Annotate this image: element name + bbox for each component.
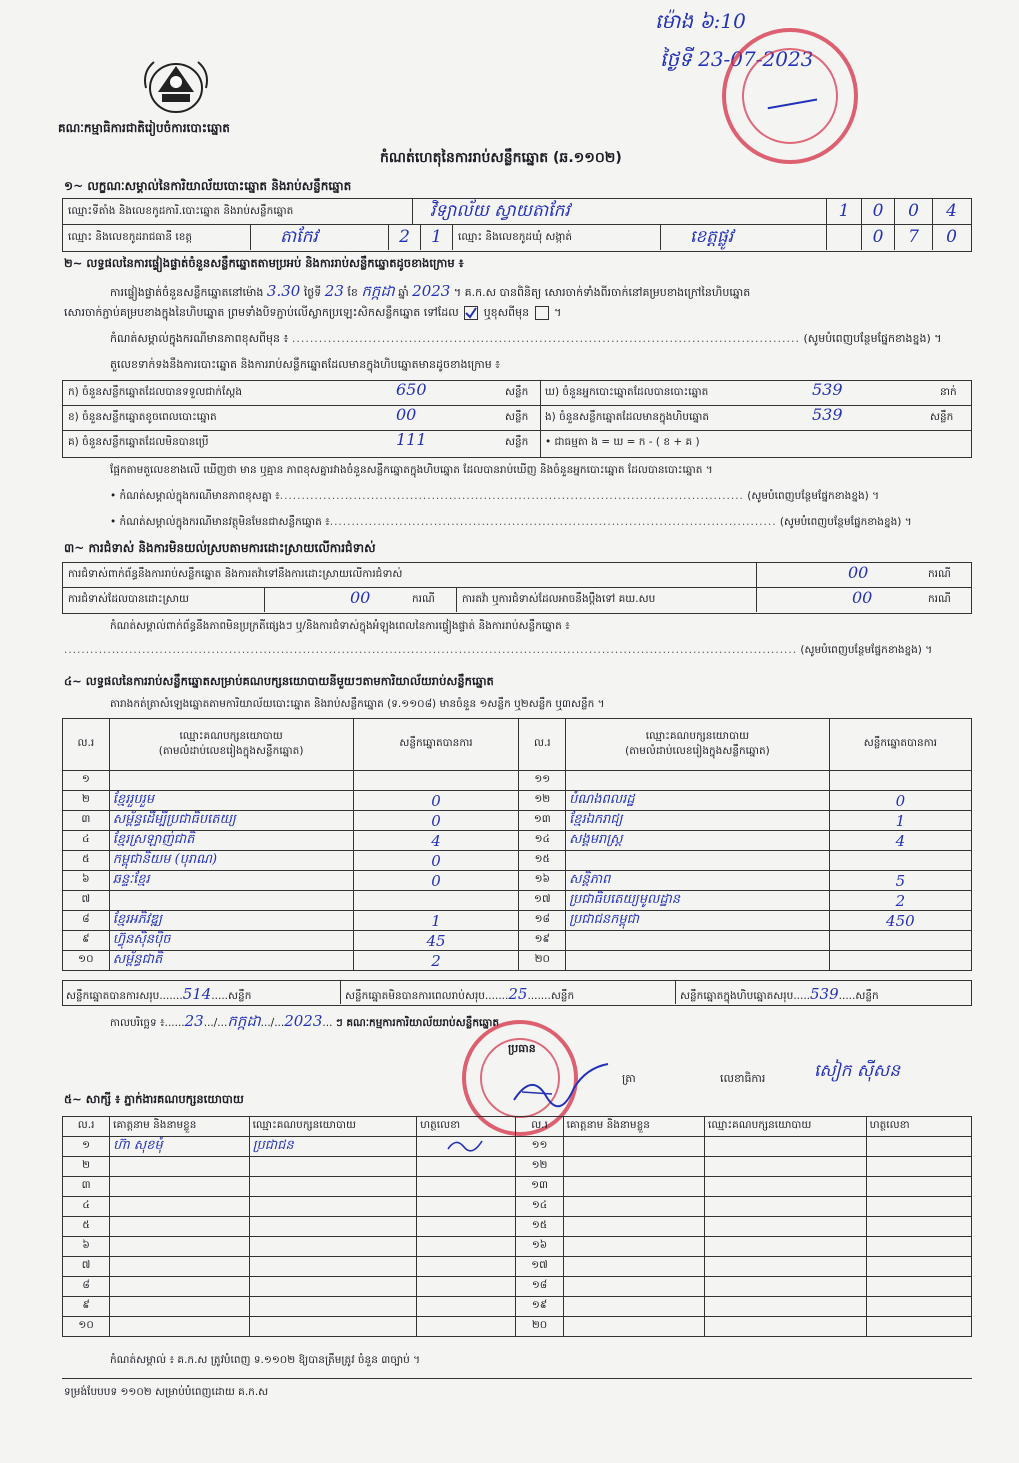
code1-d4: 4 [946, 201, 957, 221]
witness-cell[interactable] [249, 1317, 417, 1337]
table-cell: 2 [829, 891, 971, 911]
table-cell [566, 931, 830, 951]
table-cell [353, 891, 519, 911]
sec2-title: ២~ លទ្ធផលនៃការផ្ទៀងផ្ទាត់ចំនួនសន្លឹកឆ្នោតតាមប្រអប់ និងការរាប់សន្លឹកឆ្នោតដូចខាងក្រោម ៖ [64, 256, 464, 270]
table-cell: បំណងពលរដ្ឋ [566, 791, 830, 811]
witness-cell[interactable] [110, 1297, 249, 1317]
sum2-value: 25 [508, 985, 528, 1003]
table-cell: ខ្មែររួបរួម [109, 791, 353, 811]
count-b-value: 00 [396, 405, 417, 424]
h-party-left-1: ឈ្មោះគណបក្សនយោបាយ [179, 729, 283, 742]
table-row [63, 891, 972, 911]
sum2: សន្លឹកឆ្នោតមិនបានការពេលរាប់សរុប.......25.......សន្លឹក [345, 985, 575, 1003]
page-title: កំណត់ហេតុនៃការរាប់សន្លឹកឆ្នោត (ឆ.១១០២) [380, 150, 622, 166]
code1-d3: 0 [908, 201, 919, 221]
sec1-row1-label: ឈ្មោះទីតាំង និងលេខកូដការិ.បោះឆ្នោត និងរាប់សន្លឹកឆ្នោត [68, 205, 294, 217]
witness-cell[interactable] [866, 1257, 971, 1277]
h-no-left: ល.រ [63, 719, 110, 771]
witness-cell[interactable] [866, 1297, 971, 1317]
witness-cell: ហ៊ា សុខមុំ [110, 1137, 249, 1157]
table-cell: ១៣ [519, 811, 566, 831]
table-row [63, 931, 972, 951]
emblem-icon [140, 52, 212, 121]
date-label: កាលបរិច្ឆេទ ៖ [110, 1017, 165, 1029]
table-cell: 1 [829, 811, 971, 831]
date-line: កាលបរិច្ឆេទ ៖......23.../...កក្កដា.../...2023... ៗ គណៈកម្មការការិយាល័យរាប់សន្លឹកឆ្នោត [110, 1012, 499, 1030]
h-party-right [566, 719, 830, 771]
handwritten-time: ម៉ោង ៦:10 [655, 9, 746, 33]
org-name: គណៈកម្មាធិការជាតិរៀបចំការបោះឆ្នោត [58, 121, 230, 135]
witness-cell[interactable] [417, 1177, 516, 1197]
table-row [63, 831, 972, 851]
note3-fill: (សូមបំពេញបន្ថែមផ្នែកខាងខ្នង) ។ [779, 516, 912, 528]
h-party-left-2: (តាមលំដាប់លេខរៀងក្នុងសន្លឹកឆ្នោត) [158, 744, 304, 757]
table-cell: ខ្មែរឯករាជ្យ [566, 811, 830, 831]
signature-icon [446, 1137, 486, 1153]
time-value: 3.30 [266, 282, 301, 300]
note2-text: • កំណត់សម្គាល់ក្នុងករណីមានភាពខុសគ្នា ៖ [110, 490, 280, 502]
results-table [62, 718, 972, 971]
table-cell: កម្ពុជានិយម (បុរាណ) [109, 851, 353, 871]
table-cell: 0 [829, 791, 971, 811]
table-cell: 0 [353, 871, 519, 891]
prov-code-d1: 2 [399, 227, 410, 247]
sum1-value: 514 [182, 985, 212, 1003]
witness-cell[interactable] [563, 1317, 704, 1337]
sec3-fill-more: (សូមបំពេញបន្ថែមផ្នែកខាងខ្នង) ។ [800, 644, 933, 656]
sec3-note-fill: ......................................................................................................................................................................... (សូមបំពេញបន្ថែមផ្នែកខាងខ្នង) ។ [64, 644, 933, 656]
table-cell: 45 [353, 931, 519, 951]
witness-cell[interactable] [705, 1237, 867, 1257]
note1: ផ្អែកតាមតួលេខខាងលើ ឃើញថា មាន ឬគ្មាន ភាពខុសគ្នារវាងចំនួនសន្លឹកឆ្នោតក្នុងហិបឆ្នោត ដែលបានរាប់ឃើញ និងចំនួនអ្នកបោះឆ្នោត ដែលបានបោះឆ្នោត ។ [110, 464, 713, 476]
witness-cell: ៦ [63, 1237, 110, 1257]
sum3-label: សន្លឹកឆ្នោតក្នុងហិបឆ្នោតសរុប [680, 990, 794, 1002]
table-cell: ១ [63, 771, 110, 791]
table-cell: ១១ [519, 771, 566, 791]
table-cell: ១២ [519, 791, 566, 811]
province-name: តាកែវ [280, 227, 318, 247]
witness-cell: ប្រជាជន [249, 1137, 417, 1157]
table-cell: ៩ [63, 931, 110, 951]
witness-cell[interactable] [417, 1157, 516, 1177]
witness-cell: ១៦ [516, 1237, 563, 1257]
count-c-label: គ) ចំនួនសន្លឹកឆ្នោតដែលមិនបានប្រើ [68, 436, 209, 448]
witness-row [63, 1137, 972, 1157]
witness-cell[interactable] [866, 1277, 971, 1297]
witness-cell: ១៥ [516, 1217, 563, 1237]
witness-cell[interactable] [705, 1297, 867, 1317]
witness-cell: ១៨ [516, 1277, 563, 1297]
table-cell: ខ្មែរស្រឡាញ់ជាតិ [109, 831, 353, 851]
witness-cell: ៣ [63, 1177, 110, 1197]
witness-cell[interactable] [866, 1157, 971, 1177]
table-cell: ១៥ [519, 851, 566, 871]
sec2-line3: កំណត់សម្គាល់ក្នុងករណីមានភាពខុសពីមុន ៖ ................................................................................................................. (សូមបំពេញបន្ថែមផ្នែកខាងខ្នង) ។ [110, 332, 942, 345]
witness-cell[interactable] [705, 1217, 867, 1237]
sec3-note: កំណត់សម្គាល់ពាក់ព័ន្ធនឹងភាពមិនប្រក្រតីផ្សេងៗ ឬ/និងការជំទាស់ក្នុងអំឡុងពេលនៃការផ្ទៀងផ្ទាត់ និងការរាប់សន្លឹកឆ្នោត ៖ [110, 620, 570, 632]
table-cell: 5 [829, 871, 971, 891]
table-cell: 4 [829, 831, 971, 851]
count-a-value: 650 [396, 380, 427, 399]
witness-cell: ៨ [63, 1277, 110, 1297]
witness-cell[interactable] [110, 1237, 249, 1257]
witness-cell[interactable] [866, 1317, 971, 1337]
witness-cell[interactable] [705, 1157, 867, 1177]
sum3-unit: សន្លឹក [855, 990, 879, 1002]
table-cell: 450 [829, 911, 971, 931]
count-d-value: 539 [812, 380, 843, 399]
witness-cell[interactable] [866, 1137, 971, 1157]
h-votes-left: សន្លឹកឆ្នោតបានការ [353, 719, 519, 771]
table-cell [829, 771, 971, 791]
count-b-unit: សន្លឹក [505, 411, 529, 423]
h-party-left [109, 719, 353, 771]
different-label: ឬខុសពីមុន [483, 306, 530, 319]
sec2-line3-text: កំណត់សម្គាល់ក្នុងករណីមានភាពខុសពីមុន ៖ [110, 332, 289, 345]
sec2-line1-end: ។ គ.ក.ស បានពិនិត្យ សោរ​ចាក់ទាំងពីរចាក់នៅគម្របខាងក្រៅនៃហិបឆ្នោត [453, 286, 751, 299]
sec5-note: កំណត់សម្គាល់ ៖ គ.ក.ស ត្រូវបំពេញ ទ.១១០២ ឱ្យបានត្រឹមត្រូវ ចំនួន ៣ច្បាប់ ។ [110, 1354, 421, 1366]
witness-cell[interactable] [417, 1217, 516, 1237]
sum2-unit: សន្លឹក [550, 990, 575, 1002]
table-cell: ឆន្ទៈខ្មែរ [109, 871, 353, 891]
table-row [63, 911, 972, 931]
date-month: កក្កដា [227, 1012, 261, 1030]
sec4-intro [110, 698, 605, 713]
witness-cell[interactable] [417, 1137, 516, 1157]
commune-label: ឈ្មោះ និងលេខកូដឃុំ សង្កាត់ [458, 231, 573, 243]
witness-cell: ១៣ [516, 1177, 563, 1197]
witness-cell[interactable] [866, 1237, 971, 1257]
sec3-r3-value: 00 [852, 588, 873, 607]
table-row [63, 771, 972, 791]
witness-cell[interactable] [563, 1137, 704, 1157]
prov-code-d2: 1 [431, 227, 442, 247]
count-d-unit: នាក់ [940, 386, 957, 398]
witness-cell[interactable] [417, 1297, 516, 1317]
table-cell: ហ៊្វុនស៊ិនប៉ិច [109, 931, 353, 951]
witness-cell[interactable] [249, 1297, 417, 1317]
witness-cell: ២ [63, 1157, 110, 1177]
sec1-title: ១~ លក្ខណៈសម្គាល់នៃការិយាល័យបោះឆ្នោត និងរាប់សន្លឹកឆ្នោត [64, 179, 352, 193]
sec3-title: ៣~ ការជំទាស់ និងការមិនយល់ស្របតាមការដោះស្រាយលើការជំទាស់ [64, 541, 376, 555]
h-votes-right: សន្លឹកឆ្នោតបានការ [829, 719, 971, 771]
witness-cell: ២០ [516, 1317, 563, 1337]
w-h-sig-r: ហត្ថលេខា [866, 1117, 971, 1137]
w-h-name-r: គោត្តនាម និងនាមខ្លួន [563, 1117, 704, 1137]
stamp-icon [722, 28, 858, 164]
h-party-right-1: ឈ្មោះគណបក្សនយោបាយ [645, 729, 750, 742]
sec2-line2-text: សោរចាក់ភ្ជាប់គម្របខាងក្នុងនៃហិបឆ្នោត ព្រមទាំងបិទភ្ជាប់លើស្លាកប្រឡេះសិកសន្លឹកឆ្នោត ទៅដែល [64, 306, 459, 319]
table-cell: 1 [353, 911, 519, 931]
witness-cell[interactable] [563, 1277, 704, 1297]
sec3-r2-unit: ករណី [412, 593, 435, 605]
sec3-r1: ការជំទាស់ពាក់ព័ន្ធនឹងការរាប់សន្លឹកឆ្នោត និងការតវ៉ាទៅនឹងការដោះស្រាយលើការជំទាស់ [68, 568, 403, 580]
count-c-unit: សន្លឹក [505, 436, 529, 448]
sec3-r2: ការជំទាស់ដែលបានដោះស្រាយ [68, 593, 190, 605]
table-cell: ២ [63, 791, 110, 811]
month-value: កក្កដា [361, 282, 395, 300]
w-h-party-l: ឈ្មោះគណបក្សនយោបាយ [249, 1117, 417, 1137]
month-label: ខែ [347, 286, 358, 299]
witness-cell[interactable] [110, 1217, 249, 1237]
date-year: 2023 [284, 1012, 323, 1030]
witness-cell[interactable] [110, 1177, 249, 1197]
table-cell: ១០ [63, 951, 110, 971]
witness-cell: ១០ [63, 1317, 110, 1337]
witness-row [63, 1237, 972, 1257]
sec3-r1-unit: ករណី [928, 568, 951, 580]
sec4-intro-text: តារាងកត់ត្រាសំឡេងឆ្នោតតាមការិយាល័យបោះឆ្នោត និងរាប់សន្លឹកឆ្នោត (ទ.១១០៨) មានចំនួន ១សន្លឹក ឬ២សន្លឹក ឬ៣សន្លឹក ។ [110, 698, 605, 710]
table-cell: សម្ព័ន្ធជាតិ [109, 951, 353, 971]
witness-cell: ៩ [63, 1297, 110, 1317]
year-value: 2023 [412, 282, 451, 300]
table-cell: 0 [353, 791, 519, 811]
secretary-label: លេខាធិការ [720, 1072, 766, 1085]
table-row [63, 811, 972, 831]
table-cell: ១៨ [519, 911, 566, 931]
code2-d2: 7 [908, 227, 919, 247]
witness-cell[interactable] [249, 1257, 417, 1277]
witness-row [63, 1217, 972, 1237]
witness-cell: ៧ [63, 1257, 110, 1277]
witness-cell[interactable] [417, 1277, 516, 1297]
witness-cell[interactable] [249, 1217, 417, 1237]
count-e-unit: សន្លឹក [930, 411, 954, 423]
note2: • កំណត់សម្គាល់ក្នុងករណីមានភាពខុសគ្នា ៖........................................................................................................... (សូមបំពេញបន្ថែមផ្នែកខាងខ្នង) ។ [110, 490, 880, 502]
day-value: 23 [324, 282, 344, 300]
table-cell [566, 851, 830, 871]
table-cell: 2 [353, 951, 519, 971]
sum1: សន្លឹកឆ្នោតបានការសរុប.......514.....សន្លឹក [66, 985, 252, 1003]
sum3-value: 539 [810, 985, 839, 1003]
witness-row [63, 1197, 972, 1217]
table-cell: សម្ព័ន្ធដើម្បីប្រជាធិបតេយ្យ [109, 811, 353, 831]
table-cell: ៦ [63, 871, 110, 891]
table-row [63, 791, 972, 811]
witness-cell[interactable] [563, 1177, 704, 1197]
table-row [63, 951, 972, 971]
note2-fill: (សូមបំពេញបន្ថែមផ្នែកខាងខ្នង) ។ [747, 490, 880, 502]
count-a-label: ក) ចំនួនសន្លឹកឆ្នោតដែលបានទទួលជាក់ស្តែង [68, 386, 243, 398]
table-cell: ១៤ [519, 831, 566, 851]
table-cell [829, 851, 971, 871]
witness-cell[interactable] [563, 1257, 704, 1277]
sum1-label: សន្លឹកឆ្នោតបានការសរុប [66, 990, 160, 1002]
witness-cell[interactable] [563, 1197, 704, 1217]
witness-cell[interactable] [110, 1257, 249, 1277]
table-cell: 0 [353, 851, 519, 871]
witness-cell[interactable] [866, 1217, 971, 1237]
witness-cell: ១៩ [516, 1297, 563, 1317]
witness-row [63, 1277, 972, 1297]
witness-cell[interactable] [417, 1257, 516, 1277]
seal-label: ត្រា [622, 1072, 636, 1085]
checkbox-icon[interactable] [464, 306, 478, 320]
witness-table [62, 1116, 972, 1337]
table-cell: 0 [353, 811, 519, 831]
w-h-no-r: ល.រ [516, 1117, 563, 1137]
witness-row [63, 1157, 972, 1177]
note3-text: • កំណត់សម្គាល់ក្នុងករណីមានវត្ថុមិនមែនជាសន្លឹកឆ្នោត ៖ [110, 516, 330, 528]
station-name: វិទ្យាល័យ ស្វាយតាកែវ [430, 201, 570, 221]
count-e-label: ង) ចំនួនសន្លឹកឆ្នោតដែលមានក្នុងហិបឆ្នោត [545, 411, 710, 423]
chair-label: ប្រធាន [508, 1042, 536, 1055]
witness-cell[interactable] [866, 1177, 971, 1197]
w-h-no-l: ល.រ [63, 1117, 110, 1137]
sec2-line1-text: ការផ្ទៀងផ្ទាត់ចំនួនសន្លឹកឆ្នោតនៅម៉ោង [110, 286, 264, 299]
witness-cell[interactable] [705, 1137, 867, 1157]
witness-cell[interactable] [866, 1197, 971, 1217]
date-day: 23 [184, 1012, 204, 1030]
witness-cell[interactable] [417, 1317, 516, 1337]
table-cell: ខ្មែរអភិវឌ្ឍ [109, 911, 353, 931]
commission-label: ៗ គណៈកម្មការការិយាល័យរាប់សន្លឹកឆ្នោត [335, 1017, 499, 1029]
witness-cell: ១៤ [516, 1197, 563, 1217]
witness-cell[interactable] [417, 1237, 516, 1257]
witness-row [63, 1257, 972, 1277]
witness-row [63, 1297, 972, 1317]
count-b-label: ខ) ចំនួនសន្លឹកឆ្នោតខូចពេលបោះឆ្នោត [68, 411, 217, 423]
witness-cell[interactable] [563, 1217, 704, 1237]
table-cell [109, 891, 353, 911]
count-e-value: 539 [812, 405, 843, 424]
witness-cell[interactable] [249, 1237, 417, 1257]
table-cell [566, 771, 830, 791]
table-cell: ប្រជាធិបតេយ្យមូលដ្ឋាន [566, 891, 830, 911]
sec2-line2: សោរចាក់ភ្ជាប់គម្របខាងក្នុងនៃហិបឆ្នោត ព្រមទាំងបិទភ្ជាប់លើស្លាកប្រឡេះសិកសន្លឹកឆ្នោត ទៅដែល ឬខុសពីមុន ។ [64, 306, 562, 319]
sec3-r1-value: 00 [848, 563, 869, 582]
witness-cell[interactable] [110, 1157, 249, 1177]
form-footer: ទម្រង់បែបបទ ១១០២ សម្រាប់បំពេញដោយ គ.ក.ស [64, 1386, 269, 1398]
table-cell [566, 951, 830, 971]
witness-cell[interactable] [110, 1277, 249, 1297]
witness-cell[interactable] [705, 1177, 867, 1197]
witness-cell[interactable] [110, 1197, 249, 1217]
witness-cell[interactable] [705, 1257, 867, 1277]
witness-cell[interactable] [249, 1197, 417, 1217]
table-cell [353, 771, 519, 791]
table-cell: សង្គមរាស្ត្រ [566, 831, 830, 851]
witness-cell: ១៧ [516, 1257, 563, 1277]
table-cell: ១៩ [519, 931, 566, 951]
sec3-r3: ការតវ៉ា ឬការជំទាស់ដែលអាចនឹងប្តឹងទៅ គឃ.សប [462, 593, 656, 605]
table-cell: ៨ [63, 911, 110, 931]
day-label: ថ្ងៃទី [303, 286, 322, 299]
sec4-title: ៤~ លទ្ធផលនៃការរាប់សន្លឹកឆ្នោតសម្រាប់គណបក្សនយោបាយនីមួយៗតាមការិយាល័យរាប់សន្លឹកឆ្នោត [64, 674, 494, 688]
witness-cell[interactable] [563, 1297, 704, 1317]
count-a-unit: សន្លឹក [505, 386, 529, 398]
table-cell: ២០ [519, 951, 566, 971]
count-d-label: ឃ) ចំនួនអ្នកបោះឆ្នោតដែលបានបោះឆ្នោត [545, 386, 709, 398]
witness-cell[interactable] [417, 1197, 516, 1217]
code2-d3: 0 [946, 227, 957, 247]
table-cell: ៣ [63, 811, 110, 831]
witness-cell: ១១ [516, 1137, 563, 1157]
secretary-name: សៀក សុីសន [814, 1061, 901, 1081]
witness-cell[interactable] [563, 1237, 704, 1257]
table-cell: ៥ [63, 851, 110, 871]
witness-row [63, 1317, 972, 1337]
sum3: សន្លឹកឆ្នោតក្នុងហិបឆ្នោតសរុប.....539.....សន្លឹក [680, 985, 879, 1003]
checkbox-different[interactable] [535, 306, 549, 320]
w-h-party-r: ឈ្មោះគណបក្សនយោបាយ [705, 1117, 867, 1137]
fill-more: (សូមបំពេញបន្ថែមផ្នែកខាងខ្នង) ។ [803, 332, 942, 345]
witness-cell[interactable] [563, 1157, 704, 1177]
handwritten-date: ថ្ងៃទី 23-07-2023 [660, 47, 814, 71]
sec2-line4: តួលេខទាក់ទងនឹងការបោះឆ្នោត និងការរាប់សន្លឹកឆ្នោតដែលមានក្នុងហិបឆ្នោតមានដូចខាងក្រោម ៖ [110, 358, 501, 371]
witness-cell: ៥ [63, 1217, 110, 1237]
witness-cell[interactable] [249, 1277, 417, 1297]
table-cell [829, 951, 971, 971]
table-cell: ៤ [63, 831, 110, 851]
witness-cell[interactable] [705, 1277, 867, 1297]
count-formula: • ជាធម្មតា ង = ឃ = ក - ( ខ + គ ) [545, 436, 700, 448]
table-cell: ៧ [63, 891, 110, 911]
h-no-right: ល.រ [519, 719, 566, 771]
sum2-label: សន្លឹកឆ្នោតមិនបានការពេលរាប់សរុប [345, 990, 485, 1002]
table-cell [109, 771, 353, 791]
sec1-row2-label: ឈ្មោះ និងលេខកូដរាជធានី ខេត្ត [68, 231, 193, 243]
table-cell: សន្តិភាព [566, 871, 830, 891]
sec2-line1 [110, 282, 750, 304]
count-c-value: 111 [396, 430, 427, 449]
note3: • កំណត់សម្គាល់ក្នុងករណីមានវត្ថុមិនមែនជាសន្លឹកឆ្នោត ៖....................................................................................................... (សូមបំពេញបន្ថែមផ្នែកខាងខ្នង) ។ [110, 516, 912, 528]
h-party-right-2: (តាមលំដាប់លេខរៀងក្នុងសន្លឹកឆ្នោត) [625, 744, 770, 757]
table-cell: ប្រជាជនកម្ពុជា [566, 911, 830, 931]
signature-icon [512, 1062, 612, 1115]
witness-cell: ១២ [516, 1157, 563, 1177]
table-cell [829, 931, 971, 951]
witness-cell: ៤ [63, 1197, 110, 1217]
witness-cell[interactable] [705, 1317, 867, 1337]
sec3-r2-value: 00 [350, 588, 371, 607]
table-cell: ១៧ [519, 891, 566, 911]
code2-d1: 0 [872, 227, 884, 247]
witness-cell[interactable] [249, 1177, 417, 1197]
witness-cell[interactable] [110, 1317, 249, 1337]
witness-cell: ១ [63, 1137, 110, 1157]
table-row [63, 871, 972, 891]
table-row [63, 851, 972, 871]
witness-cell[interactable] [705, 1197, 867, 1217]
w-h-name-l: គោត្តនាម និងនាមខ្លួន [110, 1117, 249, 1137]
sum1-unit: សន្លឹក [228, 990, 252, 1002]
sec5-title: ៥~ សាក្សី ៖ ភ្នាក់ងារគណបក្សនយោបាយ [64, 1092, 244, 1106]
table-cell: 4 [353, 831, 519, 851]
code1-d1: 1 [838, 201, 850, 221]
witness-row [63, 1177, 972, 1197]
code1-d2: 0 [872, 201, 884, 221]
table-cell: ១៦ [519, 871, 566, 891]
sec3-r3-unit: ករណី [928, 593, 951, 605]
witness-cell[interactable] [249, 1157, 417, 1177]
w-h-sig-l: ហត្ថលេខា [417, 1117, 516, 1137]
year-label: ឆ្នាំ [398, 286, 409, 299]
commune-name: ខេត្តផ្លូវ [690, 227, 734, 247]
